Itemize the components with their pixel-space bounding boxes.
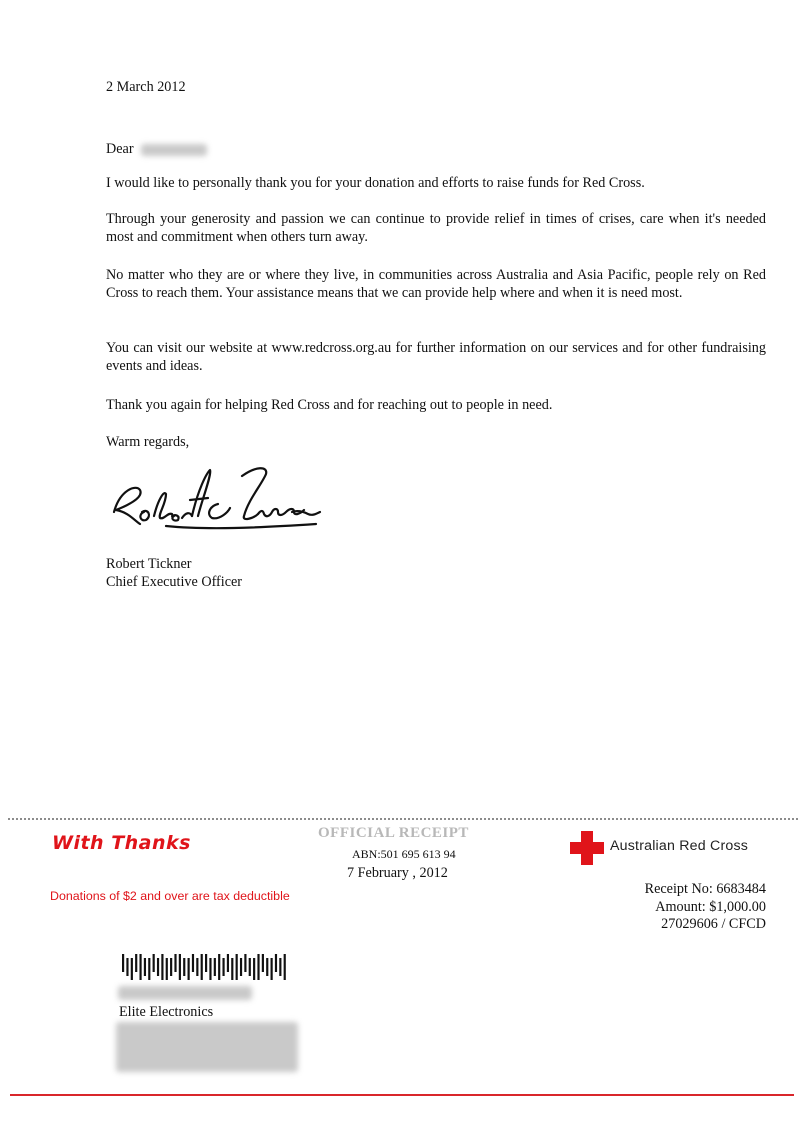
barcode-bar [122, 954, 124, 972]
barcode-bar [174, 954, 176, 972]
signatory-name: Robert Tickner [106, 556, 192, 572]
barcode-bar [192, 954, 194, 972]
barcode-bar [275, 954, 277, 972]
signature-image [106, 460, 326, 550]
company-name: Elite Electronics [119, 1004, 214, 1020]
barcode-bar [271, 958, 273, 980]
paragraph-3: No matter who they are or where they live, in communities across Australia and Asia Pacific, people rely on Red Cross to reach them. Your assistance means that we can provide help where and when it is need most. [106, 267, 766, 301]
receipt-reference: 27029606 / CFCD [661, 916, 766, 932]
barcode-bar [218, 954, 220, 980]
paragraph-2: Through your generosity and passion we can continue to provide relief in times of crises, care when it's needed most and commitment when others turn away. [106, 211, 766, 245]
salutation: Dear [106, 141, 134, 157]
organisation-name: Australian Red Cross [610, 838, 749, 854]
paragraph-5: Thank you again for helping Red Cross and for reaching out to people in need. [106, 397, 553, 413]
barcode-bar [166, 958, 168, 980]
with-thanks-heading: With Thanks [52, 832, 191, 854]
letter-date: 2 March 2012 [106, 79, 186, 95]
barcode-bar [157, 958, 159, 976]
receipt-amount: Amount: $1,000.00 [655, 898, 766, 915]
barcode-bar [126, 958, 128, 976]
tax-deductible-note: Donations of $2 and over are tax deductible [50, 889, 290, 903]
barcode-bar [153, 954, 155, 972]
barcode-bar [249, 958, 251, 976]
barcode-bar [262, 954, 264, 972]
barcode-bar [196, 958, 198, 976]
official-receipt-title: OFFICIAL RECEIPT [318, 825, 469, 841]
barcode-bar [188, 958, 190, 980]
paragraph-4: You can visit our website at www.redcross.org.au for further information on our services and for other fundraising events and ideas. [106, 340, 766, 374]
barcode-bar [244, 954, 246, 972]
barcode-bar [214, 958, 216, 976]
bottom-rule [10, 1094, 794, 1096]
barcode-bar [257, 954, 259, 980]
abn-number: ABN:501 695 613 94 [352, 847, 456, 861]
closing: Warm regards, [106, 434, 190, 450]
barcode-bar [266, 958, 268, 976]
barcode-bar [179, 954, 181, 980]
barcode-bar [240, 958, 242, 976]
redacted-recipient-name [141, 144, 207, 156]
barcode-bar [231, 958, 233, 980]
redacted-address-line [118, 986, 252, 1000]
barcode-bar [183, 958, 185, 976]
barcode-bar [227, 954, 229, 972]
barcode-bar [139, 954, 141, 980]
barcode-bar [201, 954, 203, 980]
paragraph-1: I would like to personally thank you for your donation and efforts to raise funds for Red Cross. [106, 175, 645, 191]
barcode-bar [222, 958, 224, 976]
barcode-bar [144, 958, 146, 976]
barcode-bar [236, 954, 238, 980]
barcode-bar [131, 958, 133, 980]
signatory-title: Chief Executive Officer [106, 574, 243, 590]
barcode-bar [253, 958, 255, 980]
salutation-line [106, 140, 207, 158]
redacted-address-block [116, 1022, 298, 1072]
barcode-bar [279, 958, 281, 976]
barcode-bar [170, 958, 172, 976]
receipt-details [645, 881, 766, 934]
barcode-bar [209, 958, 211, 980]
barcode-bar [161, 954, 163, 980]
barcode-bar [148, 958, 150, 980]
receipt-date: 7 February , 2012 [347, 865, 448, 881]
barcode-bar [284, 954, 286, 980]
perforation-line [8, 818, 798, 820]
postal-barcode [122, 954, 288, 980]
barcode-bar [205, 954, 207, 972]
red-cross-icon [570, 831, 604, 865]
barcode-bar [135, 954, 137, 972]
receipt-number: Receipt No: 6683484 [644, 881, 766, 897]
